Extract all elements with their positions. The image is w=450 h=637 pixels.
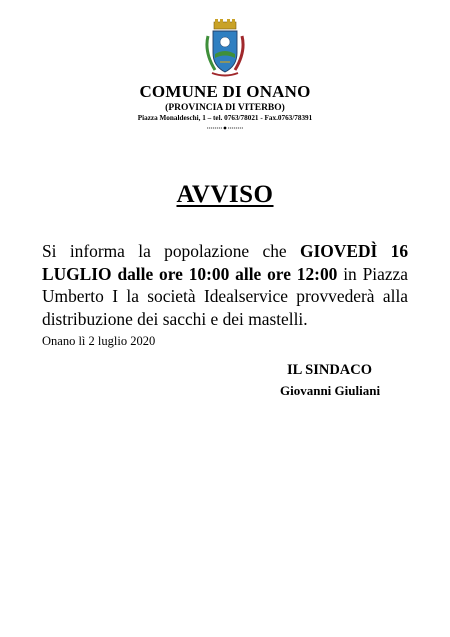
decorative-divider	[207, 126, 243, 130]
notice-body-details: in Piazza Umberto I la società Idealservice provvederà alla distribuzione dei sacchi e dei mastelli.	[42, 263, 408, 329]
municipality-name: COMUNE DI ONANO	[139, 82, 311, 101]
notice-body	[42, 240, 408, 330]
signatory-name: Giovanni Giuliani	[280, 383, 381, 398]
signature-block	[280, 362, 380, 399]
municipality-address: Piazza Monaldeschi, 1 – tel. 0763/78021 - Fax.0763/78391	[137, 114, 313, 122]
notice-body-intro: Si informa la popolazione che	[42, 241, 300, 261]
notice-body-date-time: GIOVEDÌ 16 LUGLIO dalle ore 10:00 alle ore 12:00	[42, 241, 409, 284]
place-and-date: Onano lì 2 luglio 2020	[42, 334, 156, 348]
notice-title: AVVISO	[176, 181, 274, 208]
signatory-role: IL SINDACO	[287, 362, 373, 378]
province-name: (PROVINCIA DI VITERBO)	[165, 103, 285, 113]
coat-of-arms-icon	[203, 18, 247, 80]
letterhead	[0, 80, 450, 130]
